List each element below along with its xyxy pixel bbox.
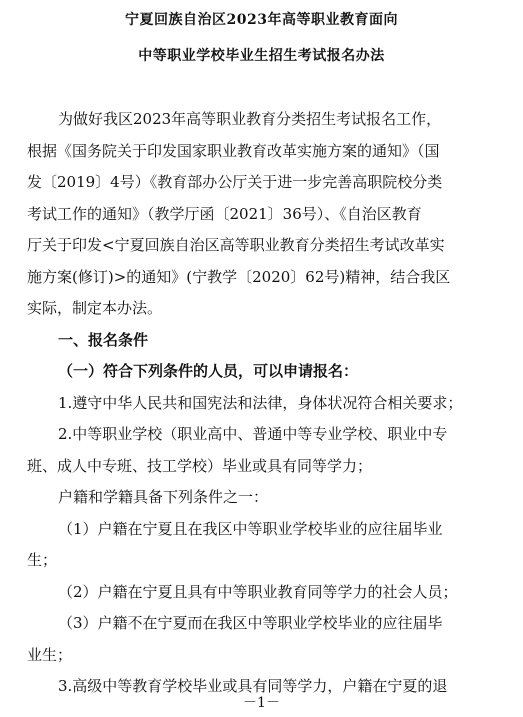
list-item-line: （3）户籍不在宁夏而在我区中等职业学校毕业的应往届毕 bbox=[58, 614, 443, 632]
list-item-line: 业生； bbox=[27, 645, 73, 664]
condition-item-2 bbox=[27, 419, 507, 482]
page-number: －1－ bbox=[243, 695, 280, 711]
list-item-line: 班、成人中专班、技工学校）毕业或具有同等学力； bbox=[27, 456, 373, 475]
intro-paragraph bbox=[27, 104, 507, 325]
intro-line: 根据《国务院关于印发国家职业教育改革实施方案的通知》（国 bbox=[27, 141, 440, 160]
list-item-line: 生； bbox=[27, 551, 58, 569]
residence-condition-3 bbox=[27, 608, 507, 671]
document-body bbox=[27, 104, 507, 703]
document-title-line-2: 中等职业学校毕业生招生考试报名办法 bbox=[138, 48, 385, 64]
list-item-line: 1.遵守中华人民共和国宪法和法律，身体状况符合相关要求； bbox=[58, 393, 463, 412]
list-item-line: 3.高级中等教育学校毕业或具有同等学力，户籍在宁夏的退 bbox=[58, 677, 448, 695]
intro-line: 考试工作的通知》（教学厅函〔2021〕36号）、《自治区教育 bbox=[27, 204, 422, 223]
intro-line: 施方案(修订)>的通知》(宁教学〔2020〕62号)精神，结合我区 bbox=[27, 267, 451, 286]
residence-condition-1 bbox=[27, 514, 507, 577]
section-heading-registration-conditions: 一、报名条件 bbox=[58, 330, 149, 349]
subsection-heading-eligibility: （一）符合下列条件的人员，可以申请报名： bbox=[58, 362, 359, 380]
residence-condition-2 bbox=[27, 577, 507, 609]
intro-line: 为做好我区2023年高等职业教育分类招生考试报名工作， bbox=[58, 110, 442, 128]
list-item-line: 2.中等职业学校（职业高中、普通中等专业学校、职业中专 bbox=[58, 425, 448, 443]
intro-line: 实际，制定本办法。 bbox=[27, 299, 163, 317]
list-item-line: （1）户籍在宁夏且在我区中等职业学校毕业的应往届毕业 bbox=[58, 519, 443, 538]
condition-item-1 bbox=[27, 388, 507, 420]
list-item-line: 户籍和学籍具备下列条件之一： bbox=[58, 488, 269, 506]
residence-conditions-intro bbox=[27, 482, 507, 514]
list-item-line: （2）户籍在宁夏且具有中等职业教育同等学力的社会人员； bbox=[58, 582, 458, 601]
document-title-line-1: 宁夏回族自治区2023年高等职业教育面向 bbox=[125, 12, 398, 28]
intro-line: 厅关于印发<宁夏回族自治区高等职业教育分类招生考试改革实 bbox=[27, 236, 445, 254]
intro-line: 发〔2019〕4号）《教育部办公厅关于进一步完善高职院校分类 bbox=[27, 173, 443, 191]
